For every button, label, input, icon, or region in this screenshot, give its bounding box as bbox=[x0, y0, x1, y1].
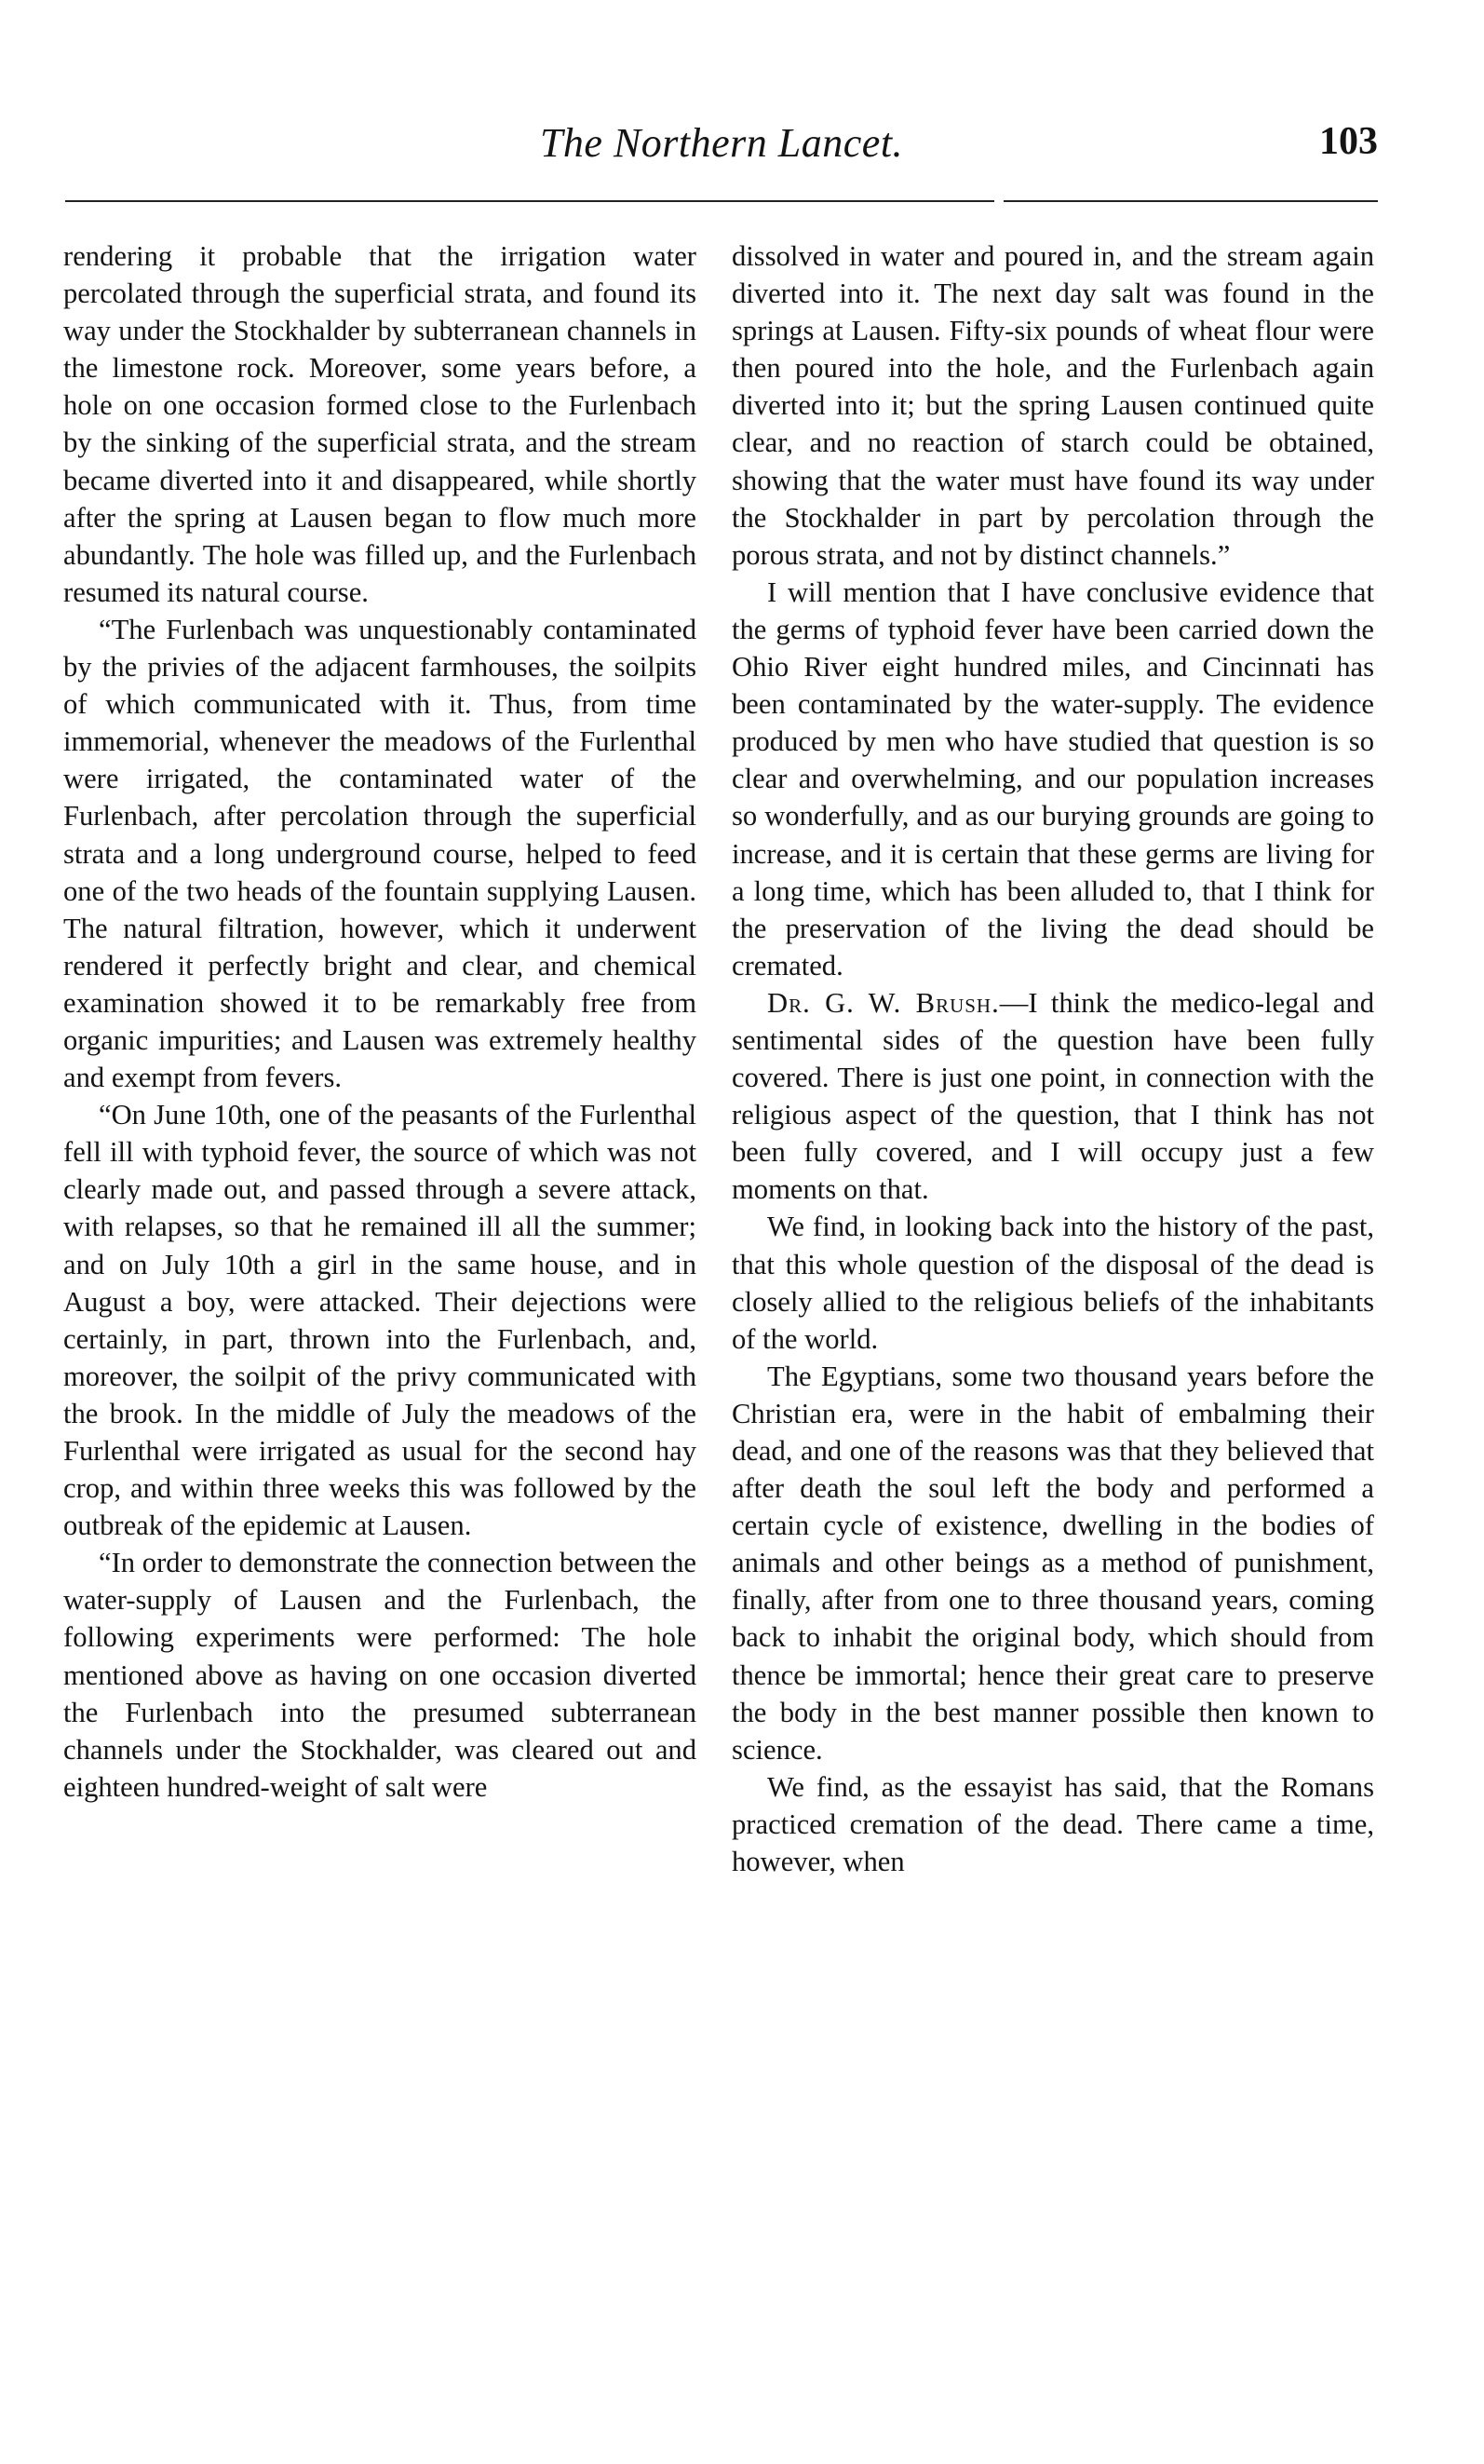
header-rule-left bbox=[65, 200, 994, 202]
paragraph: “In order to demonstrate the connection between the water-supply of Lausen and the Furlenbach, the following experiments were performed: The hole mentioned above as having on one occasion diverted the Furlenbach into the presumed subterranean channels under the Stockhalder, was cleared out and eighteen hundred-weight of salt were bbox=[63, 1547, 696, 1803]
page-header bbox=[65, 119, 1378, 184]
paragraph-speaker bbox=[732, 984, 1374, 1209]
paragraph: The Egyptians, some two thousand years before the Christian era, were in the habit of embalming their dead, and one of the reasons was that they believed that after death the soul left the body and performed a certain cycle of existence, dwelling in the bodies of animals and other beings as a method of punishment, finally, after from one to three thousand years, coming back to inhabit the original body, which should from thence be immortal; hence their great care to preserve the body in the best manner possible then known to science. bbox=[732, 1360, 1374, 1766]
paragraph: “On June 10th, one of the peasants of the Furlenthal fell ill with typhoid fever, the source of which was not clearly made out, and passed through a severe attack, with relapses, so that he remained ill all the summer; and on July 10th a girl in the same house, and in August a boy, were attacked. Their dejections were certainly, in part, thrown into the Furlenbach, and, moreover, the soilpit of the privy communicated with the brook. In the middle of July the meadows of the Furlenthal were irrigated as usual for the second hay crop, and within three weeks this was followed by the outbreak of the epidemic at Lausen. bbox=[63, 1099, 696, 1542]
page-number: 103 bbox=[1319, 120, 1378, 163]
paragraph: We find, in looking back into the history of the past, that this whole question of the disposal of the dead is closely allied to the religious beliefs of the inhabitants of the world. bbox=[732, 1211, 1374, 1355]
paragraph: dissolved in water and poured in, and the stream again diverted into it. The next day salt was found in the springs at Lausen. Fifty-six pounds of wheat flour were then poured into the hole, and the Furlenbach again diverted into it; but the spring Lausen continued quite clear, and no reaction of starch could be obtained, showing that the water must have found its way under the Stockhalder in part by percolation through the porous strata, and not by distinct channels.” bbox=[732, 240, 1374, 571]
right-column bbox=[732, 237, 1374, 1880]
paragraph: rendering it probable that the irrigation water percolated through the superficial strata, and found its way under the Stockhalder by subterranean channels in the limestone rock. Moreover, some years before, a hole on one occasion formed close to the Furlenbach by the sinking of the superficial strata, and the stream became diverted into it and disappeared, while shortly after the spring at Lausen began to flow much more abundantly. The hole was filled up, and the Furlenbach resumed its natural course. bbox=[63, 240, 696, 608]
paragraph: We find, as the essayist has said, that the Romans practiced cremation of the dead. There came a time, however, when bbox=[732, 1770, 1374, 1878]
running-title: The Northern Lancet. bbox=[539, 120, 904, 166]
paragraph: I will mention that I have conclusive evidence that the germs of typhoid fever have been carried down the Ohio River eight hundred miles, and Cincinnati has been contaminated by the water-supply. The evidence produced by men who have studied that question is so clear and overwhelming, and our population increases so wonderfully, and as our burying grounds are going to increase, and it is certain that these germs are living for a long time, which has been alluded to, that I think for the preservation of the living the dead should be cremated. bbox=[732, 575, 1374, 982]
paragraph: “The Furlenbach was unquestionably contaminated by the privies of the adjacent farmhouses, the soilpits of which communicated with it. Thus, from time immemorial, whenever the meadows of the Furlenthal were irrigated, the contaminated water of the Furlenbach, after percolation through the superficial strata and a long underground course, helped to feed one of the two heads of the fountain supplying Lausen. The natural filtration, however, which it underwent rendered it perfectly bright and clear, and chemical examination showed it to be remarkably free from organic impurities; and Lausen was extremely healthy and exempt from fevers. bbox=[63, 613, 696, 1094]
header-rule-right bbox=[1004, 200, 1378, 202]
left-column bbox=[63, 237, 696, 1806]
speaker-name: Dr. G. W. Brush. bbox=[767, 986, 1000, 1019]
speaker-remarks: —I think the medico-legal and sentimental sides of the question have been fully covered. There is just one point, in connection with the religious aspect of the question, that I think has not been fully covered, and I will occupy just a few moments on that. bbox=[732, 986, 1374, 1206]
